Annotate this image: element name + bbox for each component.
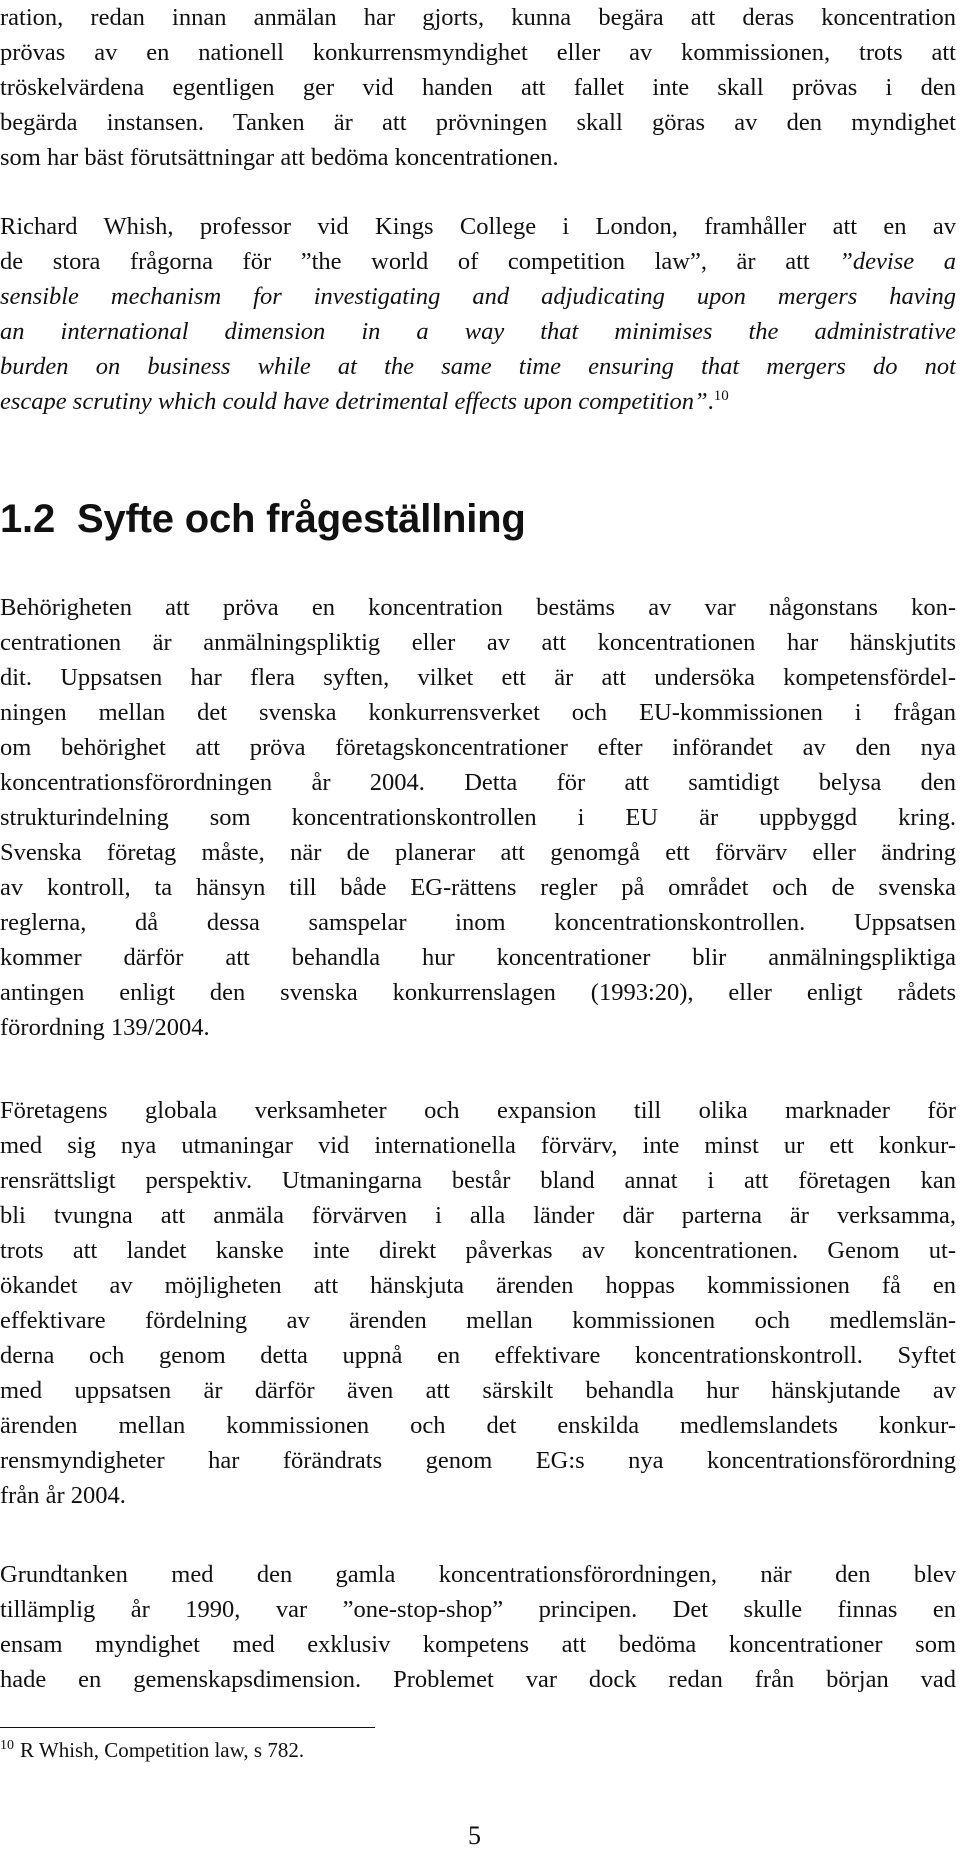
text-line: derna och genom detta uppnå en effektivare koncentrationskontroll. Syftet — [0, 1342, 956, 1369]
text-line: tillämplig år 1990, var ”one-stop-shop” principen. Det skulle finnas en — [0, 1596, 956, 1623]
quote-line: sensible mechanism for investigating and adjudicating upon mergers having — [0, 283, 956, 310]
page-number: 5 — [468, 1821, 481, 1850]
paragraph-3 — [0, 590, 956, 1045]
text-line: prövas av en nationell konkurrensmyndighet eller av kommissionen, trots att — [0, 39, 956, 66]
text-line: ningen mellan det svenska konkurrensverket och EU-kommissionen i frågan — [0, 699, 956, 726]
text-roman: de stora frågorna för ”the world of competition law”, är att — [0, 248, 840, 275]
footnote-text: R Whish, Competition law, s 782. — [20, 1738, 305, 1762]
footnote-number: 10 — [0, 1738, 14, 1753]
quote-line: an international dimension in a way that minimises the administrative — [0, 318, 956, 345]
text-line: Företagens globala verksamheter och expansion till olika marknader för — [0, 1097, 956, 1124]
text-roman: . — [707, 388, 714, 415]
text-line: kommer därför att behandla hur koncentrationer blir anmälningspliktiga — [0, 944, 956, 971]
text-line: med sig nya utmaningar vid internationella förvärv, inte minst ur ett konkur- — [0, 1132, 956, 1159]
text-line: antingen enligt den svenska konkurrenslagen (1993:20), eller enligt rådets — [0, 979, 956, 1006]
quote-text: ”devise a — [839, 248, 956, 275]
paragraph-2-whish-quote — [0, 209, 956, 419]
text-line: strukturindelning som koncentrationskontrollen i EU är uppbyggd kring. — [0, 804, 956, 831]
section-number: 1.2 — [0, 497, 56, 541]
paragraph-1 — [0, 0, 956, 175]
text-line: tröskelvärdena egentligen ger vid handen att fallet inte skall prövas i den — [0, 74, 956, 101]
text-line: begärda instansen. Tanken är att prövningen skall göras av den myndighet — [0, 109, 956, 136]
text-line: från år 2004. — [0, 1482, 126, 1509]
paragraph-4 — [0, 1093, 956, 1513]
text-line: bli tvungna att anmäla förvärven i alla länder där parterna är verksamma, — [0, 1202, 956, 1229]
text-line: dit. Uppsatsen har flera syften, vilket ett är att undersöka kompetensfördel- — [0, 664, 956, 691]
footnote-reference[interactable]: 10 — [713, 387, 729, 404]
text-line: hade en gemenskapsdimension. Problemet var dock redan från början vad — [0, 1666, 956, 1693]
text-line: ration, redan innan anmälan har gjorts, kunna begära att deras koncentration — [0, 4, 956, 31]
text-line: som har bäst förutsättningar att bedöma koncentrationen. — [0, 144, 559, 171]
text-line: effektivare fördelning av ärenden mellan kommissionen och medlemslän- — [0, 1307, 956, 1334]
text-line: med uppsatsen är därför även att särskilt behandla hur hänskjutande av — [0, 1377, 956, 1404]
text-line: förordning 139/2004. — [0, 1014, 210, 1041]
text-line: Richard Whish, professor vid Kings College i London, framhåller att en av — [0, 213, 956, 240]
footnote-divider — [0, 1727, 375, 1728]
text-line: om behörighet att pröva företagskoncentrationer efter införandet av den nya — [0, 734, 956, 761]
text-line: ensam myndighet med exklusiv kompetens att bedöma koncentrationer som — [0, 1631, 956, 1658]
section-heading — [0, 495, 526, 543]
text-line: ökandet av möjligheten att hänskjuta ärenden hoppas kommissionen få en — [0, 1272, 956, 1299]
text-line — [0, 384, 956, 419]
quote-text: escape scrutiny which could have detrimental effects upon competition” — [0, 388, 708, 415]
footnote — [0, 1736, 304, 1764]
text-line — [0, 244, 956, 279]
quote-line: burden on business while at the same time ensuring that mergers do not — [0, 353, 956, 380]
text-line: Svenska företag måste, när de planerar att genomgå ett förvärv eller ändring — [0, 839, 956, 866]
text-line: Behörigheten att pröva en koncentration bestäms av var någonstans kon- — [0, 594, 956, 621]
text-line: reglerna, då dessa samspelar inom koncentrationskontrollen. Uppsatsen — [0, 909, 956, 936]
text-line: av kontroll, ta hänsyn till både EG-rättens regler på området och de svenska — [0, 874, 956, 901]
text-line: ärenden mellan kommissionen och det enskilda medlemslandets konkur- — [0, 1412, 956, 1439]
text-line: koncentrationsförordningen år 2004. Detta för att samtidigt belysa den — [0, 769, 956, 796]
paragraph-5 — [0, 1557, 956, 1697]
section-title: Syfte och frågeställning — [77, 497, 526, 541]
text-line: rensrättsligt perspektiv. Utmaningarna består bland annat i att företagen kan — [0, 1167, 956, 1194]
text-line: Grundtanken med den gamla koncentrationsförordningen, när den blev — [0, 1561, 956, 1588]
text-line: centrationen är anmälningspliktig eller av att koncentrationen har hänskjutits — [0, 629, 956, 656]
text-line: rensmyndigheter har förändrats genom EG:s nya koncentrationsförordning — [0, 1447, 956, 1474]
text-line: trots att landet kanske inte direkt påverkas av koncentrationen. Genom ut- — [0, 1237, 956, 1264]
